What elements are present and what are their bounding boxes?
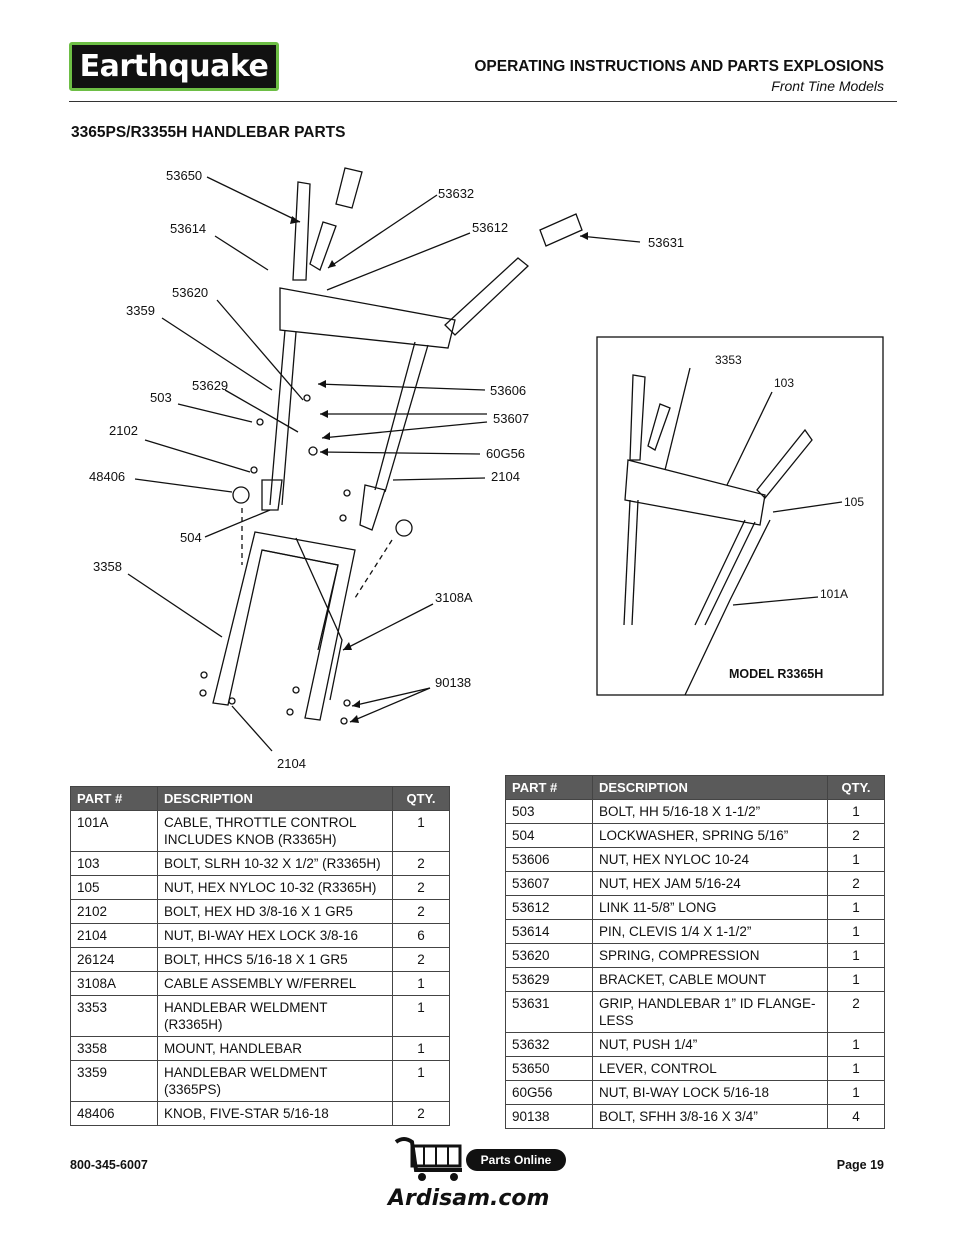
part-qty: 2: [393, 900, 450, 924]
part-qty: 2: [828, 824, 885, 848]
handlebar-left-arm: [293, 182, 310, 280]
part-qty: 1: [828, 920, 885, 944]
part-number: 53629: [506, 968, 593, 992]
callout-503: 503: [150, 390, 172, 405]
part-description: BOLT, HHCS 5/16-18 X 1 GR5: [158, 948, 393, 972]
table-row: [71, 811, 450, 852]
callout-3108A: 3108A: [435, 590, 473, 605]
part-qty: 1: [828, 1081, 885, 1105]
part-description: MOUNT, HANDLEBAR: [158, 1037, 393, 1061]
earthquake-logo: [69, 42, 279, 91]
table-row: [506, 1081, 885, 1105]
callout-53620: 53620: [172, 285, 209, 300]
inset-caption: MODEL R3365H: [729, 667, 824, 681]
callout-53632: 53632: [438, 186, 475, 201]
callout-504: 504: [180, 530, 202, 545]
part-number: 53631: [506, 992, 593, 1033]
part-number: 105: [71, 876, 158, 900]
header-subtitle: Front Tine Models: [771, 78, 884, 94]
callout-2104-upper: 2104: [491, 469, 520, 484]
col-part: PART #: [506, 776, 593, 800]
header-divider: [69, 101, 897, 102]
part-description: CABLE, THROTTLE CONTROL INCLUDES KNOB (R3365H): [158, 811, 393, 852]
part-description: NUT, BI-WAY HEX LOCK 3/8-16: [158, 924, 393, 948]
grip-left: [336, 168, 362, 208]
part-qty: 1: [828, 800, 885, 824]
table-row: [506, 872, 885, 896]
part-number: 53620: [506, 944, 593, 968]
part-number: 2102: [71, 900, 158, 924]
part-qty: 1: [393, 972, 450, 996]
part-qty: 2: [393, 852, 450, 876]
part-description: SPRING, COMPRESSION: [593, 944, 828, 968]
inset-callout-3353: 3353: [715, 353, 742, 367]
table-row: [506, 848, 885, 872]
table-row: [506, 896, 885, 920]
header-title: OPERATING INSTRUCTIONS AND PARTS EXPLOSIONS: [474, 58, 884, 75]
table-row: [71, 1061, 450, 1102]
part-number: 53650: [506, 1057, 593, 1081]
part-number: 101A: [71, 811, 158, 852]
table-row: [71, 996, 450, 1037]
part-description: PIN, CLEVIS 1/4 X 1-1/2”: [593, 920, 828, 944]
part-description: NUT, BI-WAY LOCK 5/16-18: [593, 1081, 828, 1105]
table-row: [506, 1057, 885, 1081]
col-qty: QTY.: [393, 787, 450, 811]
table-row: [506, 824, 885, 848]
part-description: NUT, HEX JAM 5/16-24: [593, 872, 828, 896]
callout-2104-lower: 2104: [277, 756, 306, 771]
part-description: LEVER, CONTROL: [593, 1057, 828, 1081]
part-number: 90138: [506, 1105, 593, 1129]
table-row: [71, 1102, 450, 1126]
part-qty: 1: [828, 1057, 885, 1081]
part-qty: 2: [828, 872, 885, 896]
part-description: LOCKWASHER, SPRING 5/16”: [593, 824, 828, 848]
part-qty: 1: [828, 896, 885, 920]
callout-48406: 48406: [89, 469, 126, 484]
callout-53650: 53650: [166, 168, 203, 183]
col-description: DESCRIPTION: [158, 787, 393, 811]
part-number: 3358: [71, 1037, 158, 1061]
col-description: DESCRIPTION: [593, 776, 828, 800]
callout-53612: 53612: [472, 220, 509, 235]
part-qty: 1: [393, 1061, 450, 1102]
part-description: BOLT, SLRH 10-32 X 1/2” (R3365H): [158, 852, 393, 876]
table-row: [506, 992, 885, 1033]
parts-table-right: [505, 775, 885, 1129]
part-number: 26124: [71, 948, 158, 972]
callout-53614: 53614: [170, 221, 207, 236]
part-number: 103: [71, 852, 158, 876]
part-description: KNOB, FIVE-STAR 5/16-18: [158, 1102, 393, 1126]
table-row: [506, 920, 885, 944]
part-qty: 1: [828, 1033, 885, 1057]
table-row: [506, 944, 885, 968]
part-description: HANDLEBAR WELDMENT (R3365H): [158, 996, 393, 1037]
part-description: BOLT, SFHH 3/8-16 X 3/4”: [593, 1105, 828, 1129]
table-row: [506, 968, 885, 992]
part-qty: 1: [828, 968, 885, 992]
inset-callout-103: 103: [774, 376, 795, 390]
callout-53631: 53631: [648, 235, 685, 250]
part-number: 2104: [71, 924, 158, 948]
callout-2102: 2102: [109, 423, 138, 438]
grip-right: [540, 214, 582, 246]
callout-53629: 53629: [192, 378, 229, 393]
part-description: NUT, HEX NYLOC 10-24: [593, 848, 828, 872]
table-row: [71, 852, 450, 876]
part-qty: 2: [393, 1102, 450, 1126]
part-number: 3353: [71, 996, 158, 1037]
part-qty: 2: [393, 876, 450, 900]
callout-3358: 3358: [93, 559, 122, 574]
part-qty: 2: [828, 992, 885, 1033]
table-row: [506, 1105, 885, 1129]
handlebar-crossbar: [280, 288, 455, 348]
part-number: 53606: [506, 848, 593, 872]
part-number: 53612: [506, 896, 593, 920]
footer-page-number: Page 19: [836, 1158, 884, 1172]
part-description: CABLE ASSEMBLY W/FERREL: [158, 972, 393, 996]
inset-callout-101A: 101A: [820, 587, 849, 601]
handlebar-mount: [213, 532, 355, 720]
shopping-cart-icon: [390, 1134, 470, 1184]
table-row: [506, 800, 885, 824]
part-number: 60G56: [506, 1081, 593, 1105]
part-description: GRIP, HANDLEBAR 1” ID FLANGE-LESS: [593, 992, 828, 1033]
footer-phone: 800-345-6007: [70, 1158, 148, 1172]
part-number: 48406: [71, 1102, 158, 1126]
parts-table-left: [70, 786, 450, 1126]
table-row: [71, 900, 450, 924]
callout-60G56: 60G56: [486, 446, 526, 461]
part-qty: 2: [393, 948, 450, 972]
logo-text: Earthquake: [79, 49, 269, 84]
callout-53607: 53607: [493, 411, 530, 426]
section-title: 3365PS/R3355H HANDLEBAR PARTS: [71, 124, 346, 141]
part-qty: 1: [828, 848, 885, 872]
table-row: [506, 1033, 885, 1057]
part-description: HANDLEBAR WELDMENT (3365PS): [158, 1061, 393, 1102]
table-row: [71, 1037, 450, 1061]
part-number: 53614: [506, 920, 593, 944]
part-description: LINK 11-5/8” LONG: [593, 896, 828, 920]
part-qty: 6: [393, 924, 450, 948]
callout-90138: 90138: [435, 675, 472, 690]
part-number: 3359: [71, 1061, 158, 1102]
part-number: 503: [506, 800, 593, 824]
part-number: 3108A: [71, 972, 158, 996]
callout-53606: 53606: [490, 383, 527, 398]
part-number: 53607: [506, 872, 593, 896]
table-row: [71, 924, 450, 948]
callout-3359: 3359: [126, 303, 155, 318]
part-description: BRACKET, CABLE MOUNT: [593, 968, 828, 992]
parts-online-badge: Parts Online: [466, 1149, 566, 1171]
part-description: NUT, PUSH 1/4”: [593, 1033, 828, 1057]
table-row: [71, 972, 450, 996]
part-qty: 1: [393, 1037, 450, 1061]
part-description: NUT, HEX NYLOC 10-32 (R3365H): [158, 876, 393, 900]
handlebar-right-arm: [445, 258, 528, 335]
handlebar-parts-diagram: [0, 150, 954, 780]
table-row: [71, 948, 450, 972]
col-part: PART #: [71, 787, 158, 811]
inset-frame: [597, 337, 883, 695]
table-row: [71, 876, 450, 900]
part-qty: 1: [828, 944, 885, 968]
part-description: BOLT, HEX HD 3/8-16 X 1 GR5: [158, 900, 393, 924]
part-qty: 1: [393, 996, 450, 1037]
part-qty: 1: [393, 811, 450, 852]
part-description: BOLT, HH 5/16-18 X 1-1/2”: [593, 800, 828, 824]
part-number: 53632: [506, 1033, 593, 1057]
col-qty: QTY.: [828, 776, 885, 800]
ardisam-brand: Ardisam.com: [388, 1186, 550, 1211]
part-qty: 4: [828, 1105, 885, 1129]
inset-callout-105: 105: [844, 495, 865, 509]
part-number: 504: [506, 824, 593, 848]
